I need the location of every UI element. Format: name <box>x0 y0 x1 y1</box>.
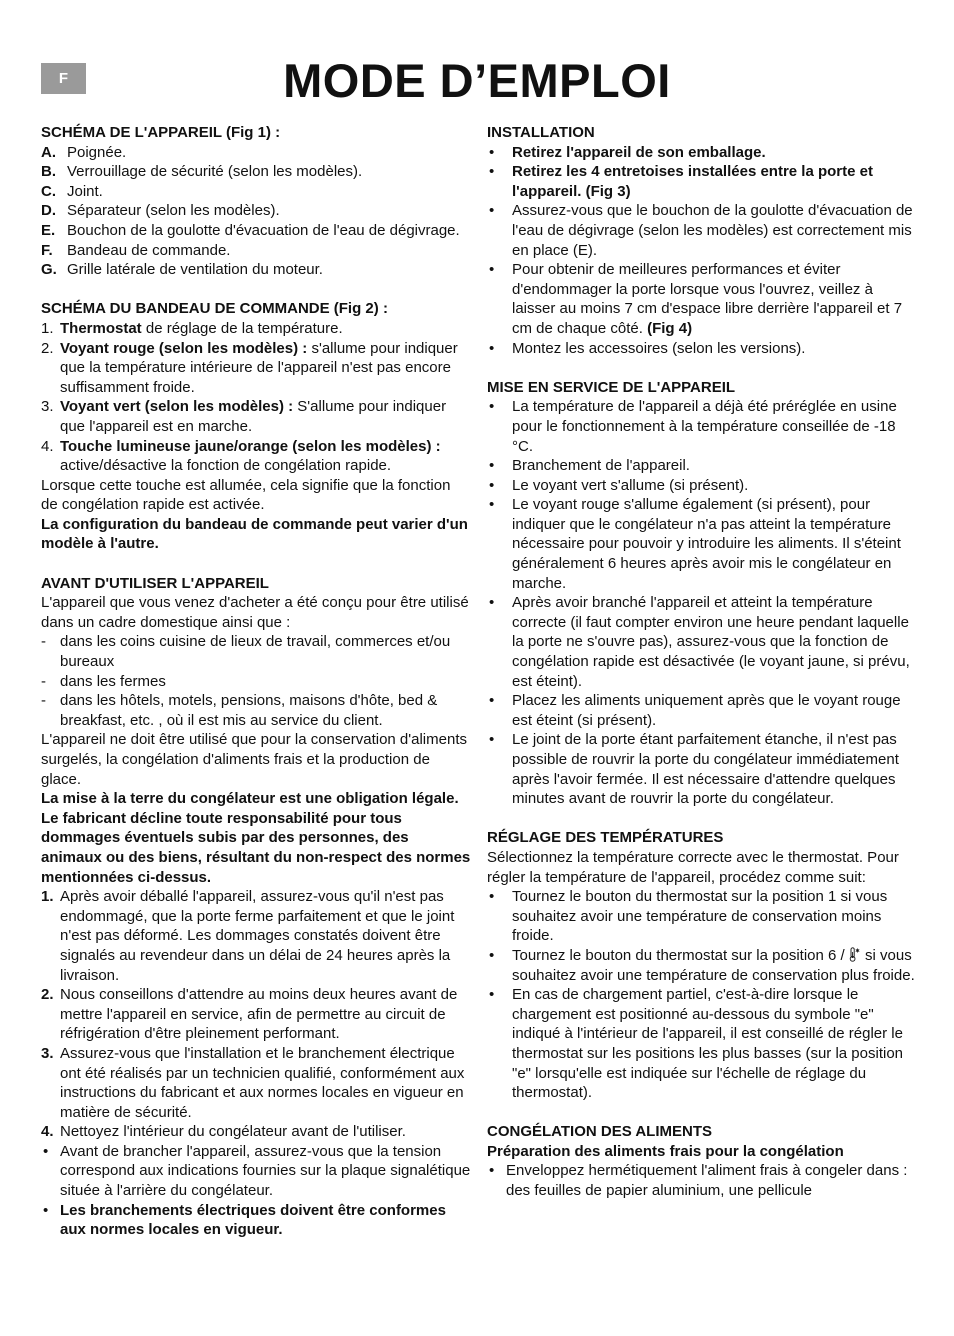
item-rest: de réglage de la température. <box>141 319 343 337</box>
bullet-marker: • <box>489 986 495 1004</box>
item-text: Bandeau de commande. <box>67 241 231 259</box>
list-item <box>487 397 917 456</box>
bullet-marker: • <box>489 496 495 514</box>
list-item <box>41 437 471 476</box>
list-item <box>41 887 471 985</box>
bullet-marker: • <box>489 261 495 279</box>
paragraph: Sélectionnez la température correcte avec le thermostat. Pour régler la température de l'appareil, procédez comme suit: <box>487 848 899 886</box>
bullet-marker: • <box>489 946 495 964</box>
section-heading-startup: MISE EN SERVICE DE L'APPAREIL <box>487 378 736 396</box>
list-item <box>487 201 917 260</box>
item-text: Les branchements électriques doivent être conformes aux normes locales en vigueur. <box>60 1201 446 1239</box>
bullet-marker: • <box>489 692 495 710</box>
item-text: dans les coins cuisine de lieux de travail, commerces et/ou bureaux <box>60 633 451 671</box>
control-panel-list <box>41 319 471 476</box>
list-item <box>41 143 471 163</box>
section-heading-temperature-setting: RÉGLAGE DES TEMPÉRATURES <box>487 829 724 847</box>
bullet-marker: • <box>489 457 495 475</box>
list-item <box>487 985 917 1103</box>
paragraph: L'appareil ne doit être utilisé que pour la conservation d'aliments surgelés, la congélation d'aliments frais et la production de glace. <box>41 731 467 788</box>
list-item <box>487 691 917 730</box>
item-text: Après avoir branché l'appareil et atteint la température correcte (il faut compter environ une heure pendant laquelle la porte ne s'ouvre pas), assurez-vous que la fonction de congélation rapide est désactivée (le voyant jaune, si prévu, est éteint). <box>512 594 910 690</box>
item-text: Le voyant vert s'allume (si présent). <box>512 476 749 494</box>
bullet-marker: • <box>489 594 495 612</box>
bullet-marker: • <box>489 888 495 906</box>
left-column <box>41 123 471 1240</box>
item-text: dans les hôtels, motels, pensions, maisons d'hôte, bed & breakfast, etc. , où il est mis au service du client. <box>60 692 438 729</box>
list-item <box>41 632 471 671</box>
item-bold: Voyant vert (selon les modèles) : <box>60 398 294 416</box>
item-text: Joint. <box>67 182 103 200</box>
item-text: dans les fermes <box>60 672 166 690</box>
right-column <box>487 123 917 1201</box>
item-text: Séparateur (selon les modèles). <box>67 202 280 220</box>
item-rest: S'allume pour indiquer que l'appareil est en marche. <box>60 398 447 435</box>
item-rest: Pour obtenir de meilleures performances et éviter d'endommager la porte lorsque vous l'ouvrez, veillez à laisser au moins 7 cm d'espace libre derrière l'appareil et 7 cm de chaque côté. <box>512 261 903 337</box>
list-item <box>41 339 471 398</box>
item-text: Nous conseillons d'attendre au moins deux heures avant de mettre l'appareil en service, afin de permettre au circuit de réfrigération d'être pleinement performant. <box>60 986 458 1043</box>
item-text <box>60 397 471 436</box>
list-item <box>41 985 471 1044</box>
bullet-marker: • <box>43 1201 49 1219</box>
item-label: D. <box>41 202 56 220</box>
list-item <box>41 201 471 221</box>
list-item <box>41 397 471 436</box>
thermometer-snowflake-icon <box>849 947 861 962</box>
item-bold: Touche lumineuse jaune/orange (selon les modèles) : <box>60 437 441 455</box>
list-item <box>41 1044 471 1122</box>
item-rest: Tournez le bouton du thermostat sur la position 6 / <box>512 946 849 964</box>
item-text: Enveloppez hermétiquement l'aliment frais à congeler dans : des feuilles de papier aluminium, une pellicule <box>506 1162 908 1200</box>
installation-list <box>487 143 917 359</box>
bullet-marker: • <box>489 476 495 494</box>
bullet-marker: • <box>489 163 495 181</box>
list-item <box>41 182 471 202</box>
item-text: Placez les aliments uniquement après que le voyant rouge est éteint (si présent). <box>512 692 901 729</box>
list-item <box>41 221 471 241</box>
item-label: A. <box>41 143 56 161</box>
item-text: Après avoir déballé l'appareil, assurez-vous qu'il n'est pas endommagé, que la porte ferme parfaitement et que le joint n'est pas déformé. Les dommages constatés doivent être signalés au revendeur dans un délai de 24 heures après la livraison. <box>60 888 455 984</box>
numbered-steps-list <box>41 887 471 1240</box>
list-item <box>41 260 471 280</box>
list-item <box>487 1161 917 1200</box>
list-item <box>487 339 917 359</box>
item-bold: Voyant rouge (selon les modèles) : <box>60 339 308 357</box>
item-rest: si vous souhaitez avoir une température de conservation plus froide. <box>512 946 915 984</box>
item-text: Retirez l'appareil de son emballage. <box>512 143 766 161</box>
item-text: Assurez-vous que le bouchon de la goulotte d'évacuation de l'eau de dégivrage (selon les modèles) est correctement mis en place (E). <box>512 202 913 259</box>
list-item <box>487 143 917 163</box>
item-text: Assurez-vous que l'installation et le branchement électrique ont été réalisés par un technicien qualifié, conformément aux instructions du fabricant et aux normes locales en vigueur en matière de sécurité. <box>60 1044 465 1121</box>
item-text <box>512 946 917 985</box>
section-heading-installation: INSTALLATION <box>487 124 595 141</box>
page-title: MODE D’EMPLOI <box>283 54 671 107</box>
dash-marker: - <box>41 672 46 690</box>
item-label: 4. <box>41 1123 54 1141</box>
list-item <box>487 476 917 496</box>
dash-marker: - <box>41 633 46 651</box>
bullet-marker: • <box>489 339 495 357</box>
list-item <box>487 946 917 985</box>
bullet-marker: • <box>43 1142 49 1160</box>
item-text <box>60 319 471 339</box>
list-item <box>487 260 917 338</box>
list-item <box>41 1142 471 1201</box>
bold-note: La configuration du bandeau de commande peut varier d'un modèle à l'autre. <box>41 515 468 553</box>
list-item <box>487 495 917 593</box>
section-heading-control-panel: SCHÉMA DU BANDEAU DE COMMANDE (Fig 2) : <box>41 300 388 318</box>
item-bold: Thermostat <box>60 319 142 337</box>
bullet-marker: • <box>489 1162 495 1180</box>
item-text: Tournez le bouton du thermostat sur la position 1 si vous souhaitez avoir une température de conservation moins froide. <box>512 888 888 945</box>
list-item <box>487 887 917 946</box>
item-label: 3. <box>41 1044 54 1062</box>
item-text: Nettoyez l'intérieur du congélateur avant de l'utiliser. <box>60 1123 406 1141</box>
list-item <box>41 241 471 261</box>
item-text: Montez les accessoires (selon les versions). <box>512 339 806 357</box>
bullet-marker: • <box>489 731 495 749</box>
item-label: F. <box>41 241 53 259</box>
temperature-list <box>487 887 917 1103</box>
list-item <box>41 672 471 692</box>
bullet-marker: • <box>489 398 495 416</box>
item-text: En cas de chargement partiel, c'est-à-dire lorsque le chargement est positionné au-dessous du symbole "e" indiqué à l'intérieur de l'appareil, il est conseillé de régler le thermostat sur les positions les plus basses (sur la position "e" lorsqu'elle est indiquée sur l'échelle de réglage du thermostat). <box>512 986 904 1102</box>
section-heading-appliance-diagram: SCHÉMA DE L'APPAREIL (Fig 1) : <box>41 124 281 141</box>
item-text: Verrouillage de sécurité (selon les modèles). <box>67 163 363 181</box>
list-item <box>487 593 917 691</box>
item-text: Le voyant rouge s'allume également (si présent), pour indiquer que le congélateur n'a pas atteint la température nécessaire pour pouvoir y introduire les aliments. Il s'éteint généralement 6 heures après avoir mis le congélateur en marche. <box>512 496 901 592</box>
bullet-marker: • <box>489 202 495 220</box>
appliance-parts-list <box>41 143 471 280</box>
item-text: Grille latérale de ventilation du moteur. <box>67 261 323 279</box>
sub-heading: Préparation des aliments frais pour la congélation <box>487 1142 844 1160</box>
bold-warning: La mise à la terre du congélateur est une obligation légale. Le fabricant décline toute responsabilité pour tous dommages éventuels subis par des personnes, des animaux ou des biens, résultant du non-respect des normes mentionnées ci-dessus. <box>41 790 471 886</box>
section-heading-before-use: AVANT D'UTILISER L'APPAREIL <box>41 574 269 592</box>
item-rest: s'allume pour indiquer que la température intérieure de l'appareil n'est pas encore suffisamment froide. <box>60 339 458 396</box>
item-label: B. <box>41 163 56 181</box>
item-label: 2. <box>41 986 54 1004</box>
item-text: Avant de brancher l'appareil, assurez-vous que la tension correspond aux indications fournies sur la plaque signalétique située à l'arrière du congélateur. <box>60 1142 471 1200</box>
language-badge: F <box>41 63 86 94</box>
item-rest: active/désactive la fonction de congélation rapide. <box>60 457 392 475</box>
list-item <box>487 456 917 476</box>
item-text: Bouchon de la goulotte d'évacuation de l'eau de dégivrage. <box>67 221 460 239</box>
paragraph: L'appareil que vous venez d'acheter a été conçu pour être utilisé dans un cadre domestique ainsi que : <box>41 594 469 631</box>
item-text <box>60 339 471 398</box>
item-text: Le joint de la porte étant parfaitement étanche, il n'est pas possible de rouvrir la porte du congélateur immédiatement après l'avoir fermée. Il est nécessaire d'attendre quelques minutes avant de rouvrir la porte du congélateur. <box>512 731 899 808</box>
item-text: Poignée. <box>67 143 127 161</box>
list-item <box>41 162 471 182</box>
list-item <box>41 319 471 339</box>
section-heading-food-freezing: CONGÉLATION DES ALIMENTS <box>487 1123 712 1141</box>
bullet-marker: • <box>489 143 495 161</box>
usage-places-list <box>41 632 471 730</box>
item-label: 3. <box>41 398 54 416</box>
startup-list <box>487 397 917 808</box>
item-text <box>60 437 471 476</box>
item-label: G. <box>41 261 57 279</box>
dash-marker: - <box>41 692 46 710</box>
item-label: 4. <box>41 437 54 455</box>
paragraph: Lorsque cette touche est allumée, cela signifie que la fonction de congélation rapide est activée. <box>41 476 451 514</box>
item-label: 1. <box>41 888 54 906</box>
list-item <box>487 730 917 808</box>
list-item <box>487 162 917 201</box>
item-text: Retirez les 4 entretoises installées entre la porte et l'appareil. (Fig 3) <box>512 163 873 200</box>
item-label: C. <box>41 182 56 200</box>
list-item <box>41 691 471 730</box>
item-label: 1. <box>41 319 54 337</box>
list-item <box>41 1122 471 1142</box>
item-text: La température de l'appareil a déjà été préréglée en usine pour le fonctionnement à la température conseillée de -18 °C. <box>512 398 897 455</box>
item-label: E. <box>41 221 56 239</box>
item-label: 2. <box>41 339 54 357</box>
item-text: Branchement de l'appareil. <box>512 457 690 475</box>
item-bold: (Fig 4) <box>647 319 693 337</box>
list-item <box>41 1201 471 1240</box>
item-text <box>512 260 917 338</box>
